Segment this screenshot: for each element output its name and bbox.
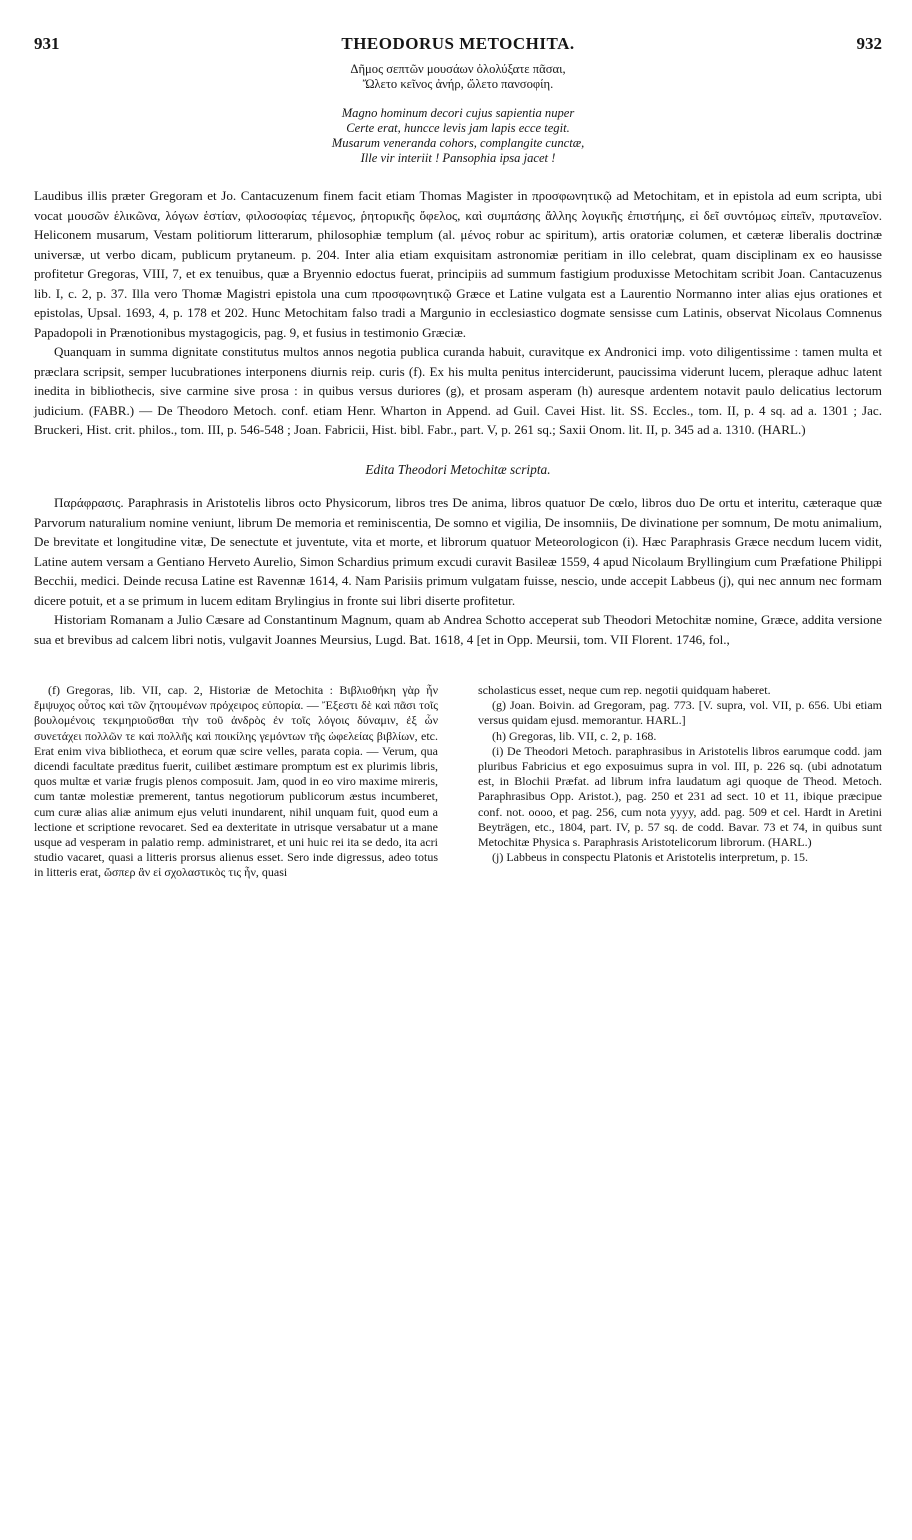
latin-verse-line: Certe erat, huncce levis jam lapis ecce tegit. <box>346 121 570 135</box>
latin-epigram <box>34 106 882 166</box>
page-number-left: 931 <box>34 34 60 53</box>
latin-verse-line: Musarum veneranda cohors, complangite cunctæ, <box>331 136 585 150</box>
footnote: (j) Labbeus in conspectu Platonis et Aristotelis interpretum, p. 15. <box>492 850 808 865</box>
greek-epigram <box>34 62 882 92</box>
footnote-column-left <box>34 683 438 881</box>
footnote: (g) Joan. Boivin. ad Gregoram, pag. 773. [V. supra, vol. VII, p. 656. Ubi etiam versus quidam ejusd. memorantur. HARL.] <box>478 698 882 728</box>
running-title: THEODORUS METOCHITA. <box>341 34 575 53</box>
main-text <box>34 186 882 649</box>
latin-verse-line: Ille vir interiit ! Pansophia ipsa jacet ! <box>360 151 556 165</box>
footnote: (i) De Theodori Metoch. paraphrasibus in Aristotelis libros earumque codd. jam pluribus Fabricius et ego exposuimus supra in vol. III, p. 226 sq. (ubi adnotatum est, in Blochii Præfat. ad librum infra laudatum agi quoque de Theod. Metoch. Paraphrasibus Opp. Aristot.), pag. 250 et 231 ad sect. 10 et 11, ibique præcipue conf. not. oooo, et pag. 256, cum nota yyyy, add. pag. 509 et cel. Hardt in Aretini Beyträgen, etc., 1804, part. IV, p. 57 sq. de codd. Bavar. 73 et 74, in quibus sunt Metochitæ Physica s. Paraphrasis Aristotelicorum librorum. (HARL.) <box>478 743 882 850</box>
footnote-continuation: scholasticus esset, neque cum rep. negotii quidquam haberet. <box>478 683 771 697</box>
body-paragraph: Quanquam in summa dignitate constitutus multos annos negotia publica curanda habuit, curavitque ex Andronici imp. voto diligentissime : tamen multa et præclara scripsit, semper lucubrationes interponens diurnis reip. curis (f). Ex his multa penitus interciderunt, paucissima viderunt lucem, pleraque adhuc latent inedita in bibliothecis, sive carmine sive prosa : in quibus versus duriores (g), et prosam asperam (h) auresque ardentem notavit paulo delicatius lectorum judicium. (FABR.) — De Theodoro Metoch. conf. etiam Henr. Wharton in Append. ad Guil. Cavei Hist. lit. SS. Eccles., tom. II, p. 4 sq. ad a. 1301 ; Jac. Bruckeri, Hist. crit. philos., tom. III, p. 546-548 ; Joan. Fabricii, Hist. bibl. Fabr., part. V, p. 261 sq.; Saxii Onom. lit. II, p. 345 ad a. 1310. (HARL.) <box>34 344 882 437</box>
footnote: (h) Gregoras, lib. VII, c. 2, p. 168. <box>492 728 657 743</box>
section-heading: Edita Theodori Metochitæ scripta. <box>365 461 551 477</box>
footnote: (f) Gregoras, lib. VII, cap. 2, Historiæ de Metochita : Βιβλιοθήκη γὰρ ἦν ἔμψυχος οὗτος καὶ τῶν ζητουμένων πρόχειρος εὐπορία. — Ἔξεστι δὲ καὶ πᾶσι τοῖς βουλομένοις τεκμηριοῦσθαι τὴν τοῦ ἀνδρὸς ἐν τοῖς λόγοις δύναμιν, ἐξ ὧν συνετάχει πολλῶν τε καὶ πολλῆς καὶ ποικίλης γεμόντων τῆς ὠφελείας βιβλίων, etc. Erat enim viva bibliotheca, et eorum quæ scire velles, parata copia. — Verum, qua dicendi facultate præditus fuerit, cuilibet æstimare promptum est ex plurimis libris, quos multæ et variæ frugis plenos composuit. Jam, quod in eo viro maxime mireris, cum tantæ molestiæ premerent, tantus negotiorum publicorum æstus incumberet, cum curæ alias aliæ animum ejus veluti inundarent, nihil unquam fuit, quod eum a lectione et scriptione revocaret. Sed ea dexteritate in utrisque versabatur ut a mane usque ad vesperam in palatio remp. administraret, et uni huic rei ita se dedo, ita acri studio vacaret, quasi a litteris prorsus alienus esset. Sero inde digressus, adeo totus in litteris erat, ὥσπερ ἂν εἰ σχολαστικὸς τις ἦν, quasi <box>34 683 438 880</box>
latin-verse-line: Magno hominum decori cujus sapientia nuper <box>341 106 575 120</box>
body-paragraph: Historiam Romanam a Julio Cæsare ad Constantinum Magnum, quam ab Andrea Schotto acceperat sub Theodori Metochitæ nomine, Græce, addita versione sua et brevibus ad calcem libri notis, vulgavit Joannes Meursius, Lugd. Bat. 1618, 4 [et in Opp. Meursii, tom. VII Florent. 1746, fol., <box>34 612 882 647</box>
footnotes <box>34 683 882 881</box>
footnote-column-right <box>478 683 882 881</box>
body-paragraph: Laudibus illis præter Gregoram et Jo. Cantacuzenum finem facit etiam Thomas Magister in προσφωνητικῷ ad Metochitam, et in epistola ad eum scripta, ubi vocat μουσῶν ἑλικῶνα, λόγων ἑστίαν, φιλοσοφίας τέμενος, ῥητορικῆς ὄφελος, καὶ συμπάσης ἄλλης λογικῆς ἐπιστήμης, εἰ δεῖ συντόμως εἰπεῖν, πρυτανεῖον. Heliconem musarum, Vestam politiorum litterarum, philosophiæ templum (al. μένος robur ac spiritum), artis oratoriæ columen, et cæteræ liberalis doctrinæ universæ, ut verbo dicam, publicum prytaneum. p. 204. Inter alia etiam exquisitam astronomiæ peritiam in illo celebrat, quam disciplinam ex eo hausisse profitetur Gregoras, VIII, 7, et ex tenuibus, quæ a Bryennio edoctus fuerat, principiis ad summum fastigium produxisse Metochitam scribit Joan. Cantacuzenus lib. I, c. 2, p. 37. Illa vero Thomæ Magistri epistola una cum προσφωνητικῷ Græce et Latine vulgata est a Laurentio Normanno inter alias ejus orationes et epistolas, Upsal. 1693, 4, p. 178 et 202. Hunc Metochitam falso tradi a Margunio in ecclesiastico dogmate sensisse cum Latinis, observat Nicolaus Comnenus Papadopoli in Prænotionibus mystagogicis, pag. 9, et fusius in testimonio Græciæ. <box>34 188 882 340</box>
greek-verse-line: Δῆμος σεπτῶν μουσάων ὀλολύξατε πᾶσαι, <box>350 62 566 76</box>
page-number-right: 932 <box>856 34 882 53</box>
running-header <box>34 34 882 58</box>
body-paragraph: Παράφρασις. Paraphrasis in Aristotelis libros octo Physicorum, libros tres De anima, libros quatuor De cœlo, libros duo De ortu et interitu, cæteraque quæ Parvorum naturalium nomine veniunt, librum De memoria et reminiscentia, De somno et vigilia, De insomniis, De divinatione per somnum, De motu animalium, De brevitate et longitudine vitæ, De senectute et juventute, vita et morte, et librorum quatuor Meteorologicon (i). Hæc Paraphrasis Græce necdum lucem vidit, Latine autem versam a Gentiano Herveto Aurelio, Simon Schardius primum excudi curavit Basileæ 1559, 4 apud Nicolaum Bryllingium cum Præfatione Philippi Becchii, medici. Deinde recusa Latine est Ravennæ 1614, 4. Nam Parisiis primum vulgatam fuisse, nescio, unde accepit Labbeus (j), qui nec annum nec formam dicere potuit, et a se primum in lucem editam Brylingius in fronte sui libri diserte profitetur. <box>34 495 882 608</box>
greek-verse-line: Ὤλετο κεῖνος ἀνήρ, ὤλετο πανσοφίη. <box>362 77 554 91</box>
